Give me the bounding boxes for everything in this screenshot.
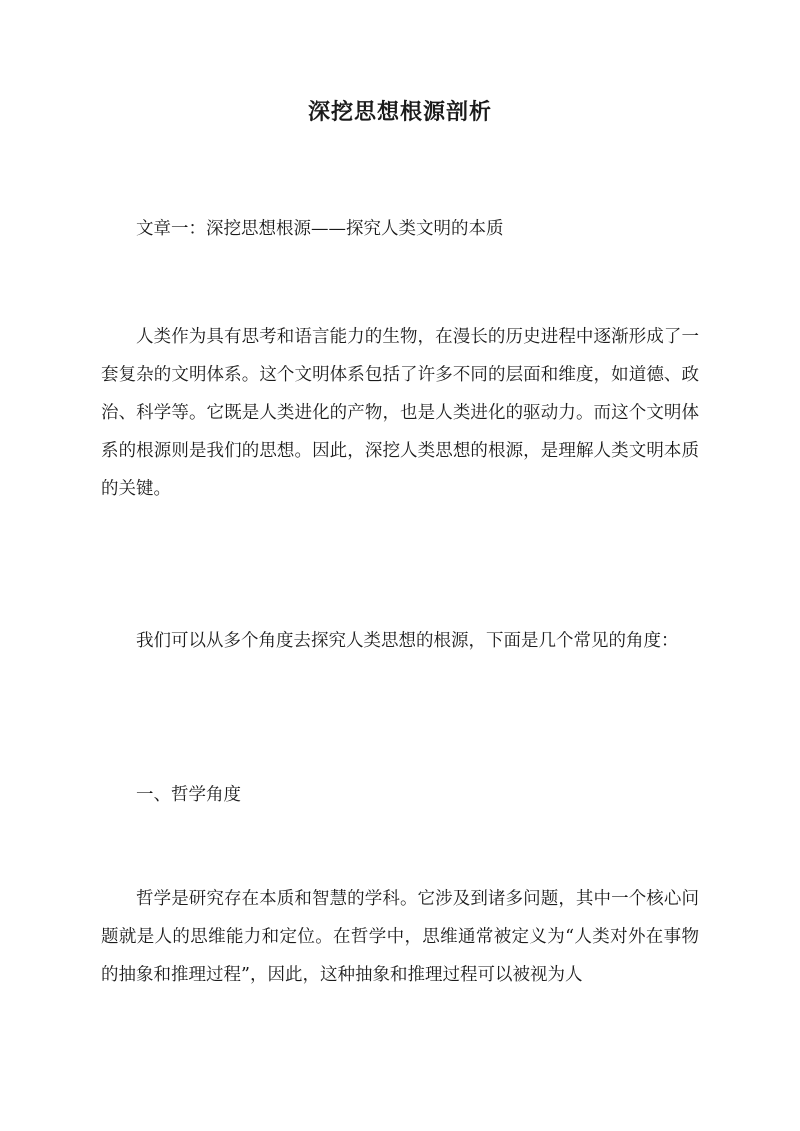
document-title: 深挖思想根源剖析 [307, 99, 492, 125]
philosophy-paragraph: 哲学是研究存在本质和智慧的学科。它涉及到诸多问题，其中一个核心问题就是人的思维能力和定位。在哲学中，思维通常被定义为“人类对外在事物的抽象和推理过程”，因此，这种抽象和推理过程可以被视为人 [101, 889, 699, 985]
article-subtitle: 文章一：深挖思想根源——探究人类文明的本质 [136, 219, 504, 239]
intro-paragraph: 人类作为具有思考和语言能力的生物，在漫长的历史进程中逐渐形成了一套复杂的文明体系。这个文明体系包括了许多不同的层面和维度，如道德、政治、科学等。它既是人类进化的产物，也是人类进化的驱动力。而这个文明体系的根源则是我们的思想。因此，深挖人类思想的根源，是理解人类文明本质的关键。 [101, 327, 699, 499]
angles-paragraph: 我们可以从多个角度去探究人类思想的根源，下面是几个常见的角度： [136, 631, 679, 651]
section-heading-philosophy: 一、哲学角度 [136, 785, 241, 805]
